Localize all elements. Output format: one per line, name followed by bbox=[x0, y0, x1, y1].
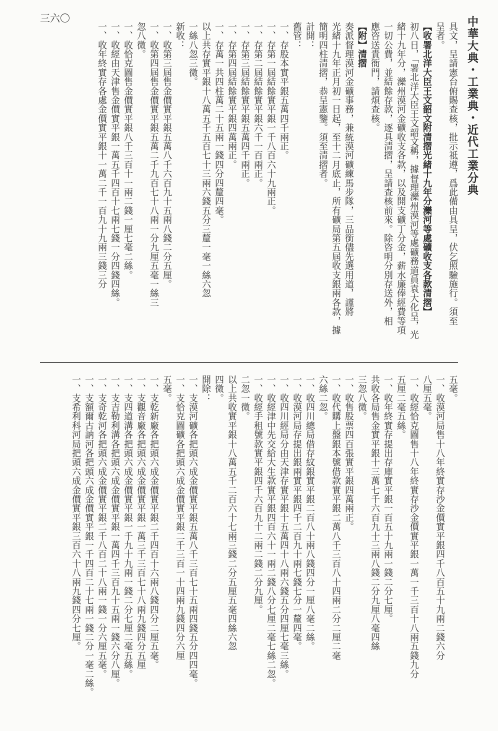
bottom-text-panel bbox=[18, 375, 458, 705]
text-line: 一、收四川經局分由天津存實平銀十五萬四十八兩六錢五分四厘七毫三絲。 bbox=[278, 375, 288, 679]
text-line: 開除： bbox=[200, 375, 210, 403]
text-line: 一、收經由天津售金價實平銀一萬五千四百十七兩七錢一分四錢四絲。 bbox=[109, 22, 119, 308]
text-line: 一、收漠河局存提出銀兩實平銀四千二百九十兩七錢七分一釐四毫。 bbox=[291, 375, 301, 651]
text-line: 一、收年終實存各處金價實平銀十一萬二千一百九十九兩三錢三分 bbox=[96, 22, 106, 289]
text-line: 一、存股本實平銀五萬四千兩正。 bbox=[278, 22, 288, 160]
text-line: 一、收售股票四百張實平銀四萬兩正。 bbox=[343, 375, 353, 532]
text-line: 一、收第四屆售金價實平銀五萬二千九百七十八兩一分九厘五毫一絲三 bbox=[148, 22, 158, 308]
text-line: 一、存第三屆結餘實平銀五萬四千兩正。 bbox=[239, 22, 249, 188]
text-line: 一、支希利科河局把頭六成金價實平銀三百六十八兩九錢四分七厘。 bbox=[70, 375, 80, 651]
page-number: 三六〇 bbox=[40, 14, 70, 25]
panel-divider bbox=[40, 362, 458, 363]
text-line: 一、收恰克圖售金價實平銀八千三百十一兩二錢一厘七毫二絲。 bbox=[122, 22, 132, 280]
text-line: 四微。 bbox=[213, 375, 223, 403]
text-line: 一、收經津中先交給大生款實平銀四百六十一兩二錢八分七厘二毫七絲二忽。 bbox=[265, 375, 275, 688]
text-line: 呈者。 bbox=[434, 22, 444, 50]
text-line: 一、收經恰克圖售十八年終實存沙金價實平銀一萬一千三百十八兩五錢九分 bbox=[408, 375, 418, 679]
text-line: 五毫。 bbox=[447, 375, 457, 403]
text-line: 一、存第一屆結餘實平銀一千八百六十九兩正。 bbox=[265, 22, 275, 216]
text-line: 五毫。 bbox=[161, 375, 171, 403]
text-line: 具文，呈請憲台俯賜查核，批示祗遵，爲此備由具呈，伏乞照驗施行。須至 bbox=[447, 22, 457, 326]
text-line: 一切公費，並結餘存款，逐具清摺，呈請查核前來。除咨明分別存送外，相 bbox=[382, 22, 392, 326]
text-line: 應咨送貴衙門，請煩查核。 bbox=[369, 22, 379, 133]
text-line: 一、存第二屆結餘實平銀六千一百兩正。 bbox=[252, 22, 262, 188]
text-line: 新收： bbox=[174, 22, 184, 50]
text-line: 一、支漠河礦各把頭六成金價實平銀五萬八千三百七十五兩四錢五分四四毫。 bbox=[187, 375, 197, 688]
text-line: 光緒十九年正月初一日起，至十二月底止，所有礦局第五屆收支銀兩各款，據 bbox=[330, 22, 340, 335]
text-line: 奏派督理漠河金礦事務，兼統漠河礦練馬步隊，三品銜儘先選用道，謹將 bbox=[343, 22, 353, 317]
text-line: 一、支乾新廠各把頭六成金價實平銀二千四百十六兩八錢四分二厘五毫。 bbox=[148, 375, 158, 670]
text-line: 【附】清摺 bbox=[356, 22, 366, 68]
text-line: 一、存第四屆結餘實平銀四萬兩正。 bbox=[226, 22, 236, 170]
text-line: 緒十九年分，灤州漠河金礦收支各款，以及開支礦丁分金，薪水廉俸經費等項 bbox=[395, 22, 405, 335]
text-line: 以上共存實平銀十八萬五千五百七十三兩六錢五分三釐一毫一絲六忽 bbox=[200, 22, 210, 298]
text-line: 一、收代購上盤銀本號借款實平銀二萬八千三百八十四兩二分二厘二毫 bbox=[330, 375, 340, 661]
text-line: 【收署北洋大臣王文韶文附清摺光緒十九年分灤河等處礦收支各款清摺】 bbox=[421, 22, 431, 317]
text-line: 六絲二忽。 bbox=[317, 375, 327, 421]
text-line: 共收各局售金實平銀十三萬七千六百九十三兩八錢二分九厘八毫四絲 bbox=[369, 375, 379, 651]
text-line: 一、支四道溝各把頭六成金價實平銀一千九十九兩一錢二分七厘二毫五絲。 bbox=[122, 375, 132, 679]
text-line: 忽八微。 bbox=[135, 22, 145, 59]
text-line: 舊管： bbox=[291, 22, 301, 50]
text-line: 以上共收實平銀十八萬五千二百六十七兩三錢二分五厘五毫四絲六忽 bbox=[226, 375, 236, 651]
text-line: 一、收漠河局售十八年終實存沙金價實平銀四千八百五十九兩二錢六分 bbox=[434, 375, 444, 661]
text-line: 一、存萬一共四柱萬二十五兩一錢四分四釐四毫。 bbox=[213, 22, 223, 225]
running-header: 中華大典・工業典・近代工業分典 bbox=[466, 16, 479, 196]
text-line: 二忽一微。 bbox=[239, 375, 249, 421]
text-line: 簡明四柱清摺，恭呈憲鑒。須至清摺者。 bbox=[317, 22, 327, 188]
text-line: 初八日，「署北洋大臣王文韶文稱，據督理灤州漠河等處礦務道員袁大化呈，光 bbox=[408, 22, 418, 340]
text-line: 一、支額爾古訥河各把頭六成金價實平銀一千四百二十七兩一錢二分一毫二絲。 bbox=[83, 375, 93, 697]
text-line: 一、收經手租號款實平銀四千六百九十二兩二錢二分九厘。 bbox=[252, 375, 262, 615]
text-line: 一、支恰克圖礦各把頭六成金價實平銀二千三百一十四兩九錢四分六厘 bbox=[174, 375, 184, 661]
text-line: 一、收第三屆售金價實平銀五萬八千六百九十五兩八錢二分五厘。 bbox=[161, 22, 171, 289]
text-line: 一、支奇乾河各把頭六成金價實平銀二千八百二十八兩一錢一分六厘五毫。 bbox=[96, 375, 106, 679]
text-line: 八厘五毫。 bbox=[421, 375, 431, 421]
text-line: 一、支觀音廠各把頭六成金價實平銀一萬三千三百七十八兩九錢四分五厘 bbox=[135, 375, 145, 670]
text-line: 一、收四川總局借存紋銀實平銀二百八十兩八錢四分一厘八毫二絲。 bbox=[304, 375, 314, 651]
text-line: 一絲八忽三微。 bbox=[187, 22, 197, 87]
text-line: 三忽八微。 bbox=[356, 375, 366, 421]
text-line: 一、支吉勒利溝各把頭六成金價實平銀一萬四千三百九十五兩一錢六分八厘。 bbox=[109, 375, 119, 688]
top-text-panel bbox=[18, 22, 458, 352]
text-line: 五厘二毫五絲。 bbox=[395, 375, 405, 440]
text-line: 計開： bbox=[304, 22, 314, 50]
text-line: 一、收年終實存提出存庫實平銀一百五十九兩一錢二分七厘。 bbox=[382, 375, 392, 624]
